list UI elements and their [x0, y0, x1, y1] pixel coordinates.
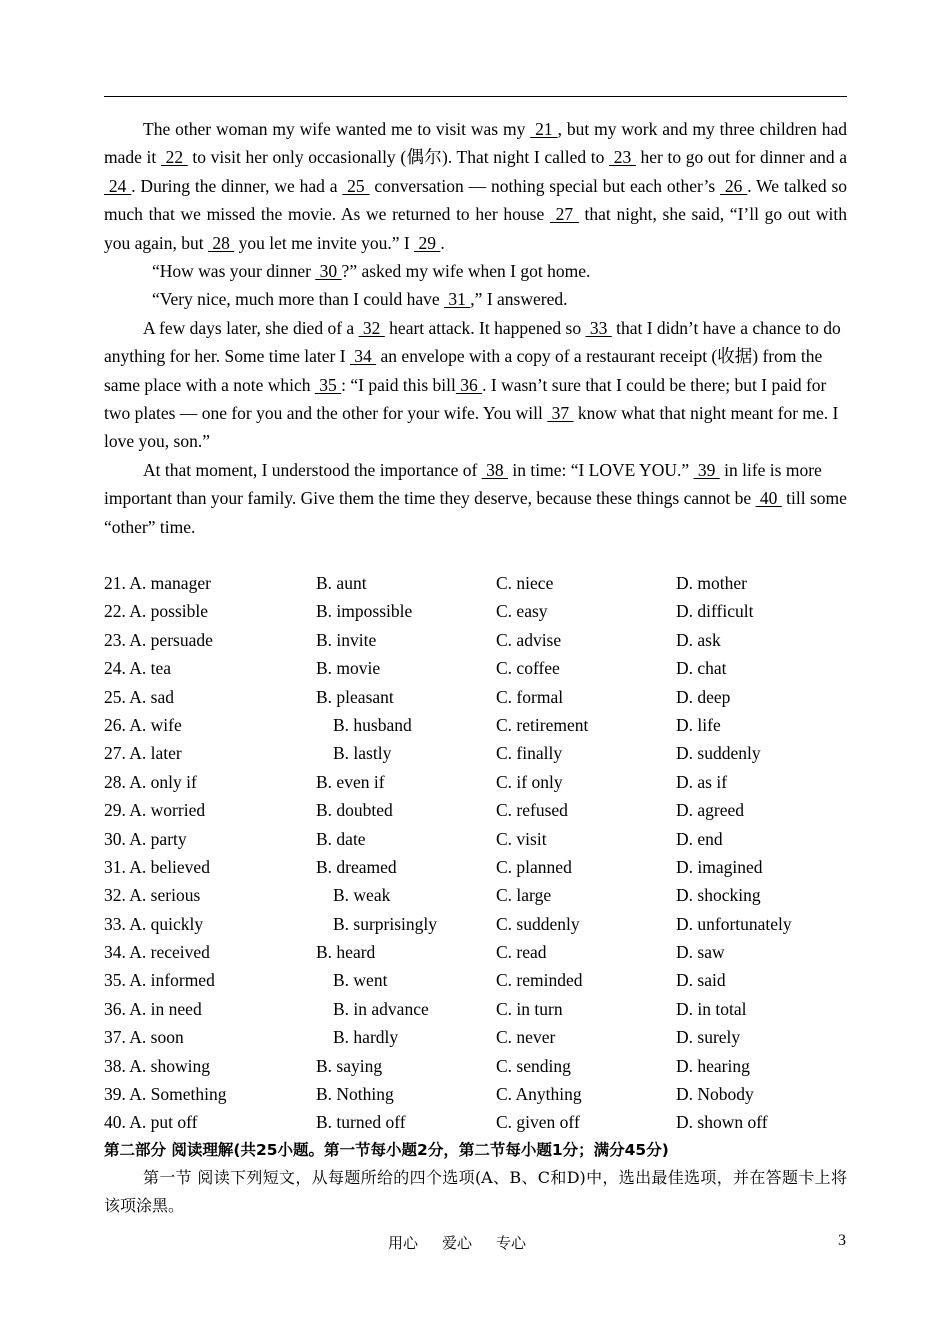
option-a: 26. A. wife [104, 714, 182, 735]
blank-29: 29 [414, 232, 441, 253]
question-28-options [104, 768, 847, 796]
option-d: D. suddenly [676, 743, 761, 764]
question-22-options [104, 597, 847, 625]
option-d: D. in total [676, 998, 747, 1019]
header-rule [104, 96, 847, 97]
option-b: B. hardly [333, 1027, 399, 1048]
option-b: B. turned off [316, 1112, 406, 1133]
option-b: B. invite [316, 629, 377, 650]
option-d: D. deep [676, 686, 731, 707]
option-d: D. said [676, 970, 726, 991]
blank-24: 24 [104, 175, 132, 196]
option-b: B. even if [316, 771, 385, 792]
question-26-options [104, 711, 847, 739]
blank-28: 28 [208, 232, 235, 253]
question-32-options [104, 881, 847, 909]
blank-25: 25 [342, 175, 370, 196]
option-d: D. ask [676, 629, 721, 650]
question-29-options [104, 796, 847, 824]
option-c: C. planned [496, 856, 572, 877]
blank-30: 30 [315, 261, 342, 282]
question-34-options [104, 938, 847, 966]
blank-37: 37 [547, 403, 574, 424]
blank-32: 32 [358, 317, 385, 338]
question-30-options [104, 825, 847, 853]
passage-paragraph-2: “How was your dinner 30 ?” asked my wife when I got home. [152, 261, 591, 282]
blank-23: 23 [609, 147, 636, 168]
option-c: C. visit [496, 828, 547, 849]
option-a: 32. A. serious [104, 885, 201, 906]
option-a: 21. A. manager [104, 573, 211, 593]
option-b: B. date [316, 828, 366, 849]
option-d: D. difficult [676, 601, 754, 622]
blank-35: 35 [314, 374, 342, 395]
option-d: D. surely [676, 1027, 741, 1048]
option-c: C. retirement [496, 714, 589, 735]
option-b: B. saying [316, 1055, 383, 1076]
option-c: C. easy [496, 601, 548, 622]
option-b: B. doubted [316, 800, 393, 821]
option-a: 24. A. tea [104, 658, 172, 679]
option-d: D. as if [676, 771, 728, 792]
option-c: C. given off [496, 1112, 580, 1133]
option-a: 38. A. showing [104, 1055, 210, 1076]
option-d: D. shocking [676, 885, 761, 906]
option-d: D. hearing [676, 1055, 750, 1076]
option-c: C. suddenly [496, 913, 580, 934]
option-a: 40. A. put off [104, 1112, 198, 1133]
option-d: D. agreed [676, 800, 745, 821]
option-a: 23. A. persuade [104, 629, 213, 650]
option-b: B. movie [316, 658, 381, 679]
option-d: D. unfortunately [676, 913, 792, 934]
option-a: 31. A. believed [104, 856, 210, 877]
question-24-options [104, 654, 847, 682]
option-a: 33. A. quickly [104, 913, 204, 934]
option-b: B. lastly [333, 743, 392, 764]
option-a: 30. A. party [104, 828, 187, 849]
blank-40: 40 [755, 488, 782, 509]
question-33-options [104, 910, 847, 938]
option-a: 37. A. soon [104, 1027, 184, 1048]
blank-22: 22 [160, 147, 188, 168]
option-c: C. coffee [496, 658, 560, 679]
slogan-word: 用心 [388, 1234, 419, 1252]
option-d: D. mother [676, 573, 747, 593]
blank-38: 38 [481, 459, 508, 480]
option-c: C. finally [496, 743, 563, 764]
option-d: D. life [676, 714, 721, 735]
question-39-options [104, 1080, 847, 1108]
option-b: B. pleasant [316, 686, 394, 707]
question-37-options [104, 1023, 847, 1051]
question-35-options [104, 966, 847, 994]
option-c: C. niece [496, 573, 554, 593]
option-a: 34. A. received [104, 942, 210, 963]
option-c: C. formal [496, 686, 564, 707]
option-b: B. aunt [316, 573, 367, 593]
option-b: B. Nothing [316, 1084, 394, 1105]
option-b: B. dreamed [316, 856, 397, 877]
option-b: B. in advance [333, 998, 429, 1019]
option-c: C. if only [496, 771, 563, 792]
option-a: 28. A. only if [104, 771, 197, 792]
passage-paragraph-1: The other woman my wife wanted me to visit was my 21 , but my work and my three children had made it 22 to visit her only occasionally (偶尔). That night I called to 23 her to go out for dinner and a 24 . During the dinner, we had a 25 conversation — nothing special but each other’s 26 . We talked so much that we missed the movie. As we returned to her house 27 that night, she said, “I’ll go out with you again, but 28 you let me invite you.” I 29 . [104, 119, 848, 253]
blank-27: 27 [549, 204, 579, 225]
option-c: C. refused [496, 800, 568, 821]
option-d: D. end [676, 828, 723, 849]
question-38-options [104, 1052, 847, 1080]
blank-31: 31 [444, 289, 471, 310]
blank-26: 26 [720, 175, 748, 196]
option-c: C. large [496, 885, 552, 906]
blank-39: 39 [693, 459, 720, 480]
option-d: D. chat [676, 658, 727, 679]
question-31-options [104, 853, 847, 881]
option-b: B. surprisingly [333, 913, 438, 934]
option-c: C. reminded [496, 970, 583, 991]
passage-paragraph-4: A few days later, she died of a 32 heart attack. It happened so 33 that I didn’t have a chance to do anything for her. Some time later I 34 an envelope with a copy of a restaurant receipt (收据) from the same place with a note which 35 : “I paid this bill 36 . I wasn’t sure that I could be there; but I paid for two plates — one for you and the other for your wife. You will 37 know what that night meant for me. I love you, son.” [104, 317, 841, 452]
question-23-options [104, 626, 847, 654]
option-b: B. went [333, 970, 388, 991]
option-a: 22. A. possible [104, 601, 209, 622]
slogan-word: 专心 [496, 1234, 527, 1252]
option-b: B. heard [316, 942, 376, 963]
option-a: 36. A. in need [104, 998, 202, 1019]
option-a: 39. A. Something [104, 1084, 227, 1105]
slogan-word: 爱心 [442, 1234, 473, 1252]
option-c: C. sending [496, 1055, 571, 1076]
option-d: D. Nobody [676, 1084, 754, 1105]
question-40-options [104, 1108, 847, 1136]
page-number: 3 [838, 1232, 846, 1249]
option-a: 29. A. worried [104, 800, 206, 821]
section-intro [104, 1164, 847, 1220]
option-c: C. Anything [496, 1084, 582, 1105]
option-c: C. never [496, 1027, 556, 1048]
option-c: C. advise [496, 629, 562, 650]
blank-33: 33 [585, 317, 612, 338]
option-a: 35. A. informed [104, 970, 215, 991]
question-27-options [104, 739, 847, 767]
option-a: 27. A. later [104, 743, 182, 764]
answer-options [104, 569, 847, 1137]
blank-34: 34 [349, 346, 377, 367]
option-c: C. in turn [496, 998, 563, 1019]
option-d: D. shown off [676, 1112, 768, 1133]
question-21-options [104, 569, 847, 597]
passage-paragraph-3: “Very nice, much more than I could have 31 ,” I answered. [152, 289, 568, 310]
option-b: B. husband [333, 714, 412, 735]
footer-slogan [388, 1232, 550, 1253]
option-a: 25. A. sad [104, 686, 174, 707]
option-c: C. read [496, 942, 547, 963]
option-b: B. weak [333, 885, 391, 906]
option-d: D. imagined [676, 856, 763, 877]
blank-36: 36 [455, 374, 483, 395]
option-d: D. saw [676, 942, 725, 963]
blank-21: 21 [530, 119, 558, 139]
section-instructions: 第一节 阅读下列短文，从每题所给的四个选项(A、B、C和D)中，选出最佳选项，并在答题卡上将该项涂黑。 [104, 1168, 847, 1215]
question-25-options [104, 683, 847, 711]
section-heading: 第二部分 阅读理解(共25小题。第一节每小题2分，第二节每小题1分；满分45分) [104, 1141, 669, 1159]
question-36-options [104, 995, 847, 1023]
passage-paragraph-5: At that moment, I understood the importance of 38 in time: “I LOVE YOU.” 39 in life is more important than your family. Give them the time they deserve, because these things cannot be 40 till some “other” time. [104, 459, 847, 537]
cloze-passage [104, 115, 847, 541]
option-b: B. impossible [316, 601, 413, 622]
